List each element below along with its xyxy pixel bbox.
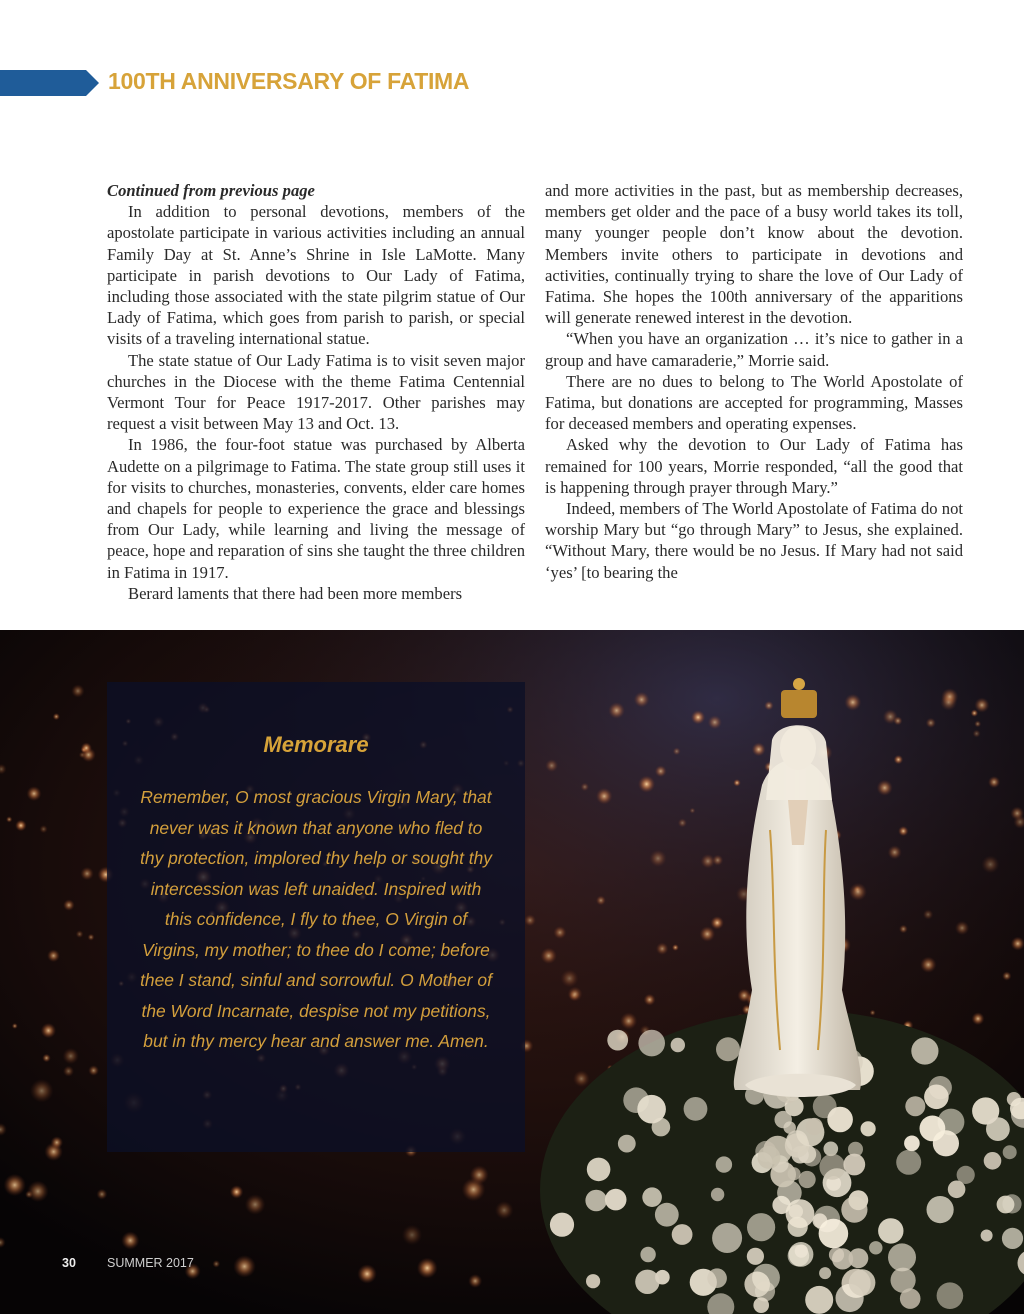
prayer-title: Memorare bbox=[263, 732, 369, 757]
issue-label: SUMMER 2017 bbox=[107, 1256, 194, 1270]
prayer-text: Remember, O most gracious Virgin Mary, that never was it known that anyone who fled to thy protection, implored thy help or sought thy intercession was left unaided. Inspired with this confidence, I fly to thee, O Virgin of Virgins, my mother; to thee do I come; before thee I stand, sinful and sorrowful. O Mother of the Word Incarnate, despise not my petitions, but in thy mercy hear and answer me. Amen. bbox=[140, 787, 492, 1051]
article-paragraph: The state statue of Our Lady Fatima is to visit seven major churches in the Diocese with the theme Fatima Centennial Vermont Tour for Peace 1917-2017. Other parishes may request a visit between May 13 and Oct. 13. bbox=[107, 350, 525, 434]
continued-label: Continued from previous page bbox=[107, 181, 315, 200]
article-paragraph: In addition to personal devotions, members of the apostolate participate in various activities including an annual Family Day at St. Anne’s Shrine in Isle LaMotte. Many participate in parish devotions to Our Lady of Fatima, including those associated with the state pilgrim statue of Our Lady of Fatima, which goes from parish to parish, or special visits of a traveling international statue. bbox=[107, 202, 525, 349]
article-column-left bbox=[107, 180, 525, 604]
article-paragraph: and more activities in the past, but as membership decreases, members get older and the pace of a busy world takes its toll, many younger people don’t know about the devotion. Members invite others to participate in devotions and activities, continually trying to share the love of Our Lady of Fatima. She hopes the 100th anniversary of the apparitions will generate renewed interest in the devotion. bbox=[545, 181, 963, 328]
article-paragraph: Berard laments that there had been more members bbox=[128, 583, 463, 603]
article-paragraph: “When you have an organization … it’s nice to gather in a group and have camaraderie,” Morrie said. bbox=[545, 329, 963, 370]
section-title: 100TH ANNIVERSARY OF FATIMA bbox=[108, 68, 470, 94]
banner-arrow-icon bbox=[0, 70, 100, 96]
page-number: 30 bbox=[62, 1256, 76, 1270]
article-paragraph: Asked why the devotion to Our Lady of Fatima has remained for 100 years, Morrie responded, “all the good that is happening through prayer through Mary.” bbox=[545, 435, 963, 497]
article-paragraph: There are no dues to belong to The World Apostolate of Fatima, but donations are accepted for programming, Masses for deceased members and operating expenses. bbox=[545, 371, 963, 434]
article-column-right bbox=[545, 180, 963, 583]
article-paragraph: Indeed, members of The World Apostolate of Fatima do not worship Mary but “go through Mary” to Jesus, she explained. “Without Mary, there would be no Jesus. If Mary had not said ‘yes’ [to bearing the bbox=[545, 499, 963, 582]
memorare-prayer-box bbox=[107, 682, 525, 1152]
article-paragraph: In 1986, the four-foot statue was purchased by Alberta Audette on a pilgrimage to Fatima. The state group still uses it for visits to churches, monasteries, convents, elder care homes and chapels for people to experience the grace and blessings from Our Lady, while learning and living the message of peace, hope and reparation of sins she taught the three children in Fatima in 1917. bbox=[107, 435, 525, 582]
